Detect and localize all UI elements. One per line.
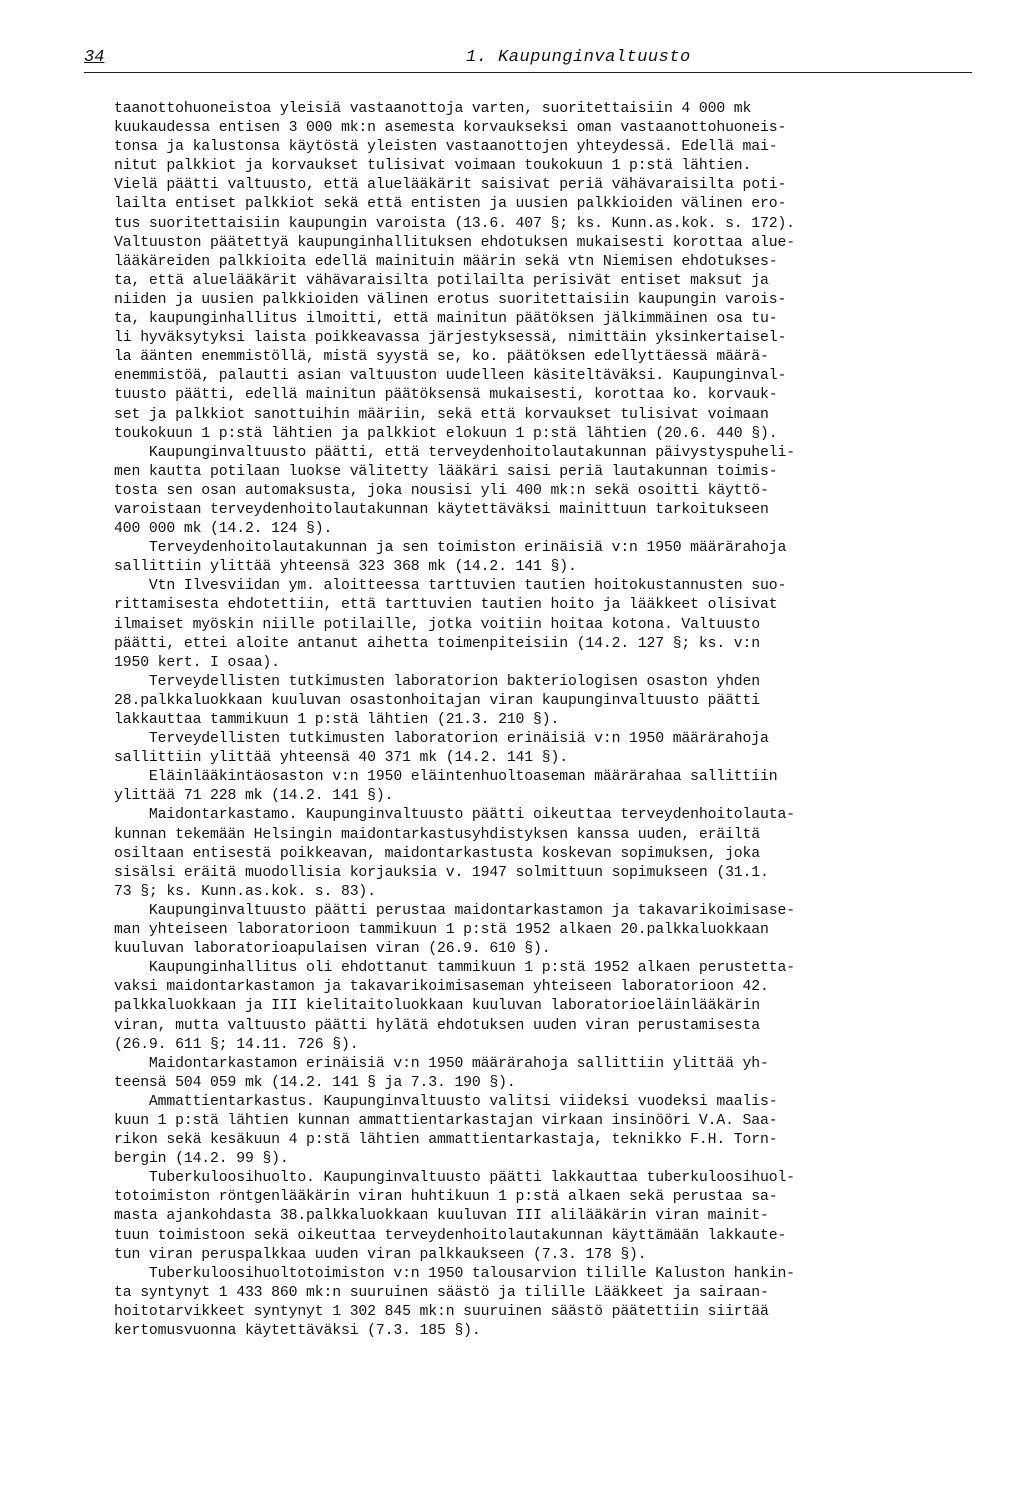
text-line: tosta sen osan automaksusta, joka nousisi yli 400 mk:n sekä osoitti käyttö- — [114, 482, 769, 499]
text-line: Eläinlääkintäosaston v:n 1950 eläintenhuoltoaseman määrärahaa sallittiin — [114, 769, 778, 786]
header-rule — [84, 72, 972, 73]
text-line: vaksi maidontarkastamon ja takavarikoimisaseman yhteiseen laboratorioon 42. — [114, 979, 769, 996]
text-line: Tuberkuloosihuoltotoimiston v:n 1950 talousarvion tilille Kaluston hankin- — [114, 1265, 795, 1282]
text-line: niiden ja uusien palkkioiden välinen erotus suoritettaisiin kaupungin varois- — [114, 291, 787, 308]
text-line: ta, että aluelääkärit vähävaraisilta potilailta perisivät entiset maksut ja — [114, 272, 769, 289]
text-line: Terveydellisten tutkimusten laboratorion bakteriologisen osaston yhden — [114, 673, 760, 690]
text-line: ylittää 71 228 mk (14.2. 141 §). — [114, 788, 394, 805]
text-line: 73 §; ks. Kunn.as.kok. s. 83). — [114, 883, 376, 900]
body-text — [114, 100, 974, 1341]
text-line: tuusto päätti, edellä mainitun päätöksensä mukaisesti, korottaa ko. korvauk- — [114, 387, 778, 404]
page-number: 34 — [84, 48, 105, 67]
text-line: (26.9. 611 §; 14.11. 726 §). — [114, 1036, 359, 1053]
text-line: man yhteiseen laboratorioon tammikuun 1 p:stä 1952 alkaen 20.palkkaluokkaan — [114, 922, 769, 939]
text-line: lailta entiset palkkiot sekä että entisten ja uusien palkkioiden välinen ero- — [114, 196, 787, 213]
text-line: taanottohuoneistoa yleisiä vastaanottoja varten, suoritettaisiin 4 000 mk — [114, 101, 752, 117]
text-line: palkkaluokkaan ja III kielitaitoluokkaan kuuluvan laboratorioeläinlääkärin — [114, 998, 760, 1015]
text-line: Vtn Ilvesviidan ym. aloitteessa tarttuvien tautien hoitokustannusten suo- — [114, 578, 787, 595]
text-line: toukokuun 1 p:stä lähtien ja palkkiot elokuun 1 p:stä lähtien (20.6. 440 §). — [114, 425, 778, 442]
text-line: ta syntynyt 1 433 860 mk:n suuruinen säästö ja tilille Lääkkeet ja sairaan- — [114, 1284, 769, 1301]
text-line: tonsa ja kalustonsa käytöstä yleisten vastaanottojen yhteydessä. Edellä mai- — [114, 139, 778, 156]
text-line: nitut palkkiot ja korvaukset tulisivat voimaan toukokuun 1 p:stä lähtien. — [114, 158, 752, 175]
text-line: osiltaan entisestä poikkeavan, maidontarkastusta koskevan sopimuksen, joka — [114, 845, 760, 862]
text-line: tus suoritettaisiin kaupungin varoista (13.6. 407 §; ks. Kunn.as.kok. s. 172). — [114, 215, 795, 232]
text-line: tun viran peruspalkkaa uuden viran palkkaukseen (7.3. 178 §). — [114, 1246, 647, 1263]
text-line: 400 000 mk (14.2. 124 §). — [114, 521, 333, 538]
text-line: Maidontarkastamo. Kaupunginvaltuusto päätti oikeuttaa terveydenhoitolauta- — [114, 807, 795, 824]
text-line: Kaupunginvaltuusto päätti perustaa maidontarkastamon ja takavarikoimisase- — [114, 902, 795, 919]
text-line: ilmaiset myöskin niille potilaille, jotka voitiin hoitaa kotona. Valtuusto — [114, 616, 760, 633]
text-line: totoimiston röntgenlääkärin viran huhtikuun 1 p:stä alkaen sekä perustaa sa- — [114, 1189, 778, 1206]
text-line: men kautta potilaan luokse välitetty lääkäri saisi periä lautakunnan toimis- — [114, 463, 778, 480]
text-line: Terveydenhoitolautakunnan ja sen toimiston erinäisiä v:n 1950 määrärahoja — [114, 540, 787, 557]
text-line: kertomusvuonna käytettäväksi (7.3. 185 §). — [114, 1323, 481, 1339]
text-line: Maidontarkastamon erinäisiä v:n 1950 määrärahoja sallittiin ylittää yh- — [114, 1055, 769, 1072]
text-line: rittamisesta ehdotettiin, että tarttuvien tautien hoito ja lääkkeet olisivat — [114, 597, 778, 614]
text-line: sallittiin ylittää yhteensä 323 368 mk (14.2. 141 §). — [114, 559, 577, 576]
text-line: 1950 kert. I osaa). — [114, 654, 280, 671]
text-line: Tuberkuloosihuolto. Kaupunginvaltuusto päätti lakkauttaa tuberkuloosihuol- — [114, 1170, 795, 1187]
text-line: Vielä päätti valtuusto, että aluelääkärit saisivat periä vähävaraisilta poti- — [114, 177, 787, 194]
text-line: Valtuuston päätettyä kaupunginhallituksen ehdotuksen mukaisesti korottaa alue- — [114, 234, 795, 251]
text-line: 28.palkkaluokkaan kuuluvan osastonhoitajan viran kaupunginvaltuusto päätti — [114, 692, 760, 709]
text-line: päätti, ettei aloite antanut aihetta toimenpiteisiin (14.2. 127 §; ks. v:n — [114, 635, 760, 652]
running-head: 1. Kaupunginvaltuusto — [466, 48, 691, 67]
text-line: Kaupunginhallitus oli ehdottanut tammikuun 1 p:stä 1952 alkaen perustetta- — [114, 960, 795, 977]
text-line: tuun toimistoon sekä oikeuttaa terveydenhoitolautakunnan käyttämään lakkaute- — [114, 1227, 787, 1244]
text-line: la äänten enemmistöllä, mistä syystä se, ko. päätöksen edellyttäessä määrä- — [114, 349, 769, 366]
text-line: hoitotarvikkeet syntynyt 1 302 845 mk:n suuruinen säästö päätettiin siirtää — [114, 1303, 769, 1320]
text-line: kuun 1 p:stä lähtien kunnan ammattientarkastajan virkaan insinööri V.A. Saa- — [114, 1112, 778, 1129]
text-line: Ammattientarkastus. Kaupunginvaltuusto valitsi viideksi vuodeksi maalis- — [114, 1093, 778, 1110]
text-line: enemmistöä, palautti asian valtuuston uudelleen käsiteltäväksi. Kaupunginval- — [114, 368, 787, 385]
text-line: bergin (14.2. 99 §). — [114, 1151, 289, 1168]
text-line: ta, kaupunginhallitus ilmoitti, että mainitun päätöksen jälkimmäinen osa tu- — [114, 311, 778, 328]
text-line: kuukaudessa entisen 3 000 mk:n asemesta korvaukseksi oman vastaanottohuoneis- — [114, 120, 787, 137]
text-line: Kaupunginvaltuusto päätti, että terveydenhoitolautakunnan päivystyspuheli- — [114, 444, 795, 461]
text-line: sisälsi eräitä muodollisia korjauksia v. 1947 solmittuun sopimukseen (31.1. — [114, 864, 769, 881]
text-line: varoistaan terveydenhoitolautakunnan käytettäväksi mainittuun tarkoitukseen — [114, 501, 769, 518]
page-header — [84, 48, 972, 72]
text-line: teensä 504 059 mk (14.2. 141 § ja 7.3. 190 §). — [114, 1074, 516, 1091]
text-line: set ja palkkiot sanottuihin määriin, sekä että korvaukset tulisivat voimaan — [114, 406, 769, 423]
text-line: viran, mutta valtuusto päätti hylätä ehdotuksen uuden viran perustamisesta — [114, 1017, 760, 1034]
text-line: lääkäreiden palkkioita edellä mainituin määrin sekä vtn Niemisen ehdotukses- — [114, 253, 778, 270]
text-line: kuuluvan laboratorioapulaisen viran (26.9. 610 §). — [114, 941, 551, 958]
text-line: kunnan tekemään Helsingin maidontarkastusyhdistyksen kanssa uuden, eräiltä — [114, 826, 760, 843]
text-line: li hyväksytyksi laista poikkeavassa järjestyksessä, nimittäin yksinkertaisel- — [114, 330, 787, 347]
text-line: masta ajankohdasta 38.palkkaluokkaan kuuluvan III alilääkärin viran mainit- — [114, 1208, 769, 1225]
text-line: Terveydellisten tutkimusten laboratorion erinäisiä v:n 1950 määrärahoja — [114, 731, 769, 748]
text-line: rikon sekä kesäkuun 4 p:stä lähtien ammattientarkastaja, teknikko F.H. Torn- — [114, 1132, 778, 1149]
text-line: lakkauttaa tammikuun 1 p:stä lähtien (21.3. 210 §). — [114, 712, 560, 728]
text-line: sallittiin ylittää yhteensä 40 371 mk (14.2. 141 §). — [114, 750, 568, 767]
